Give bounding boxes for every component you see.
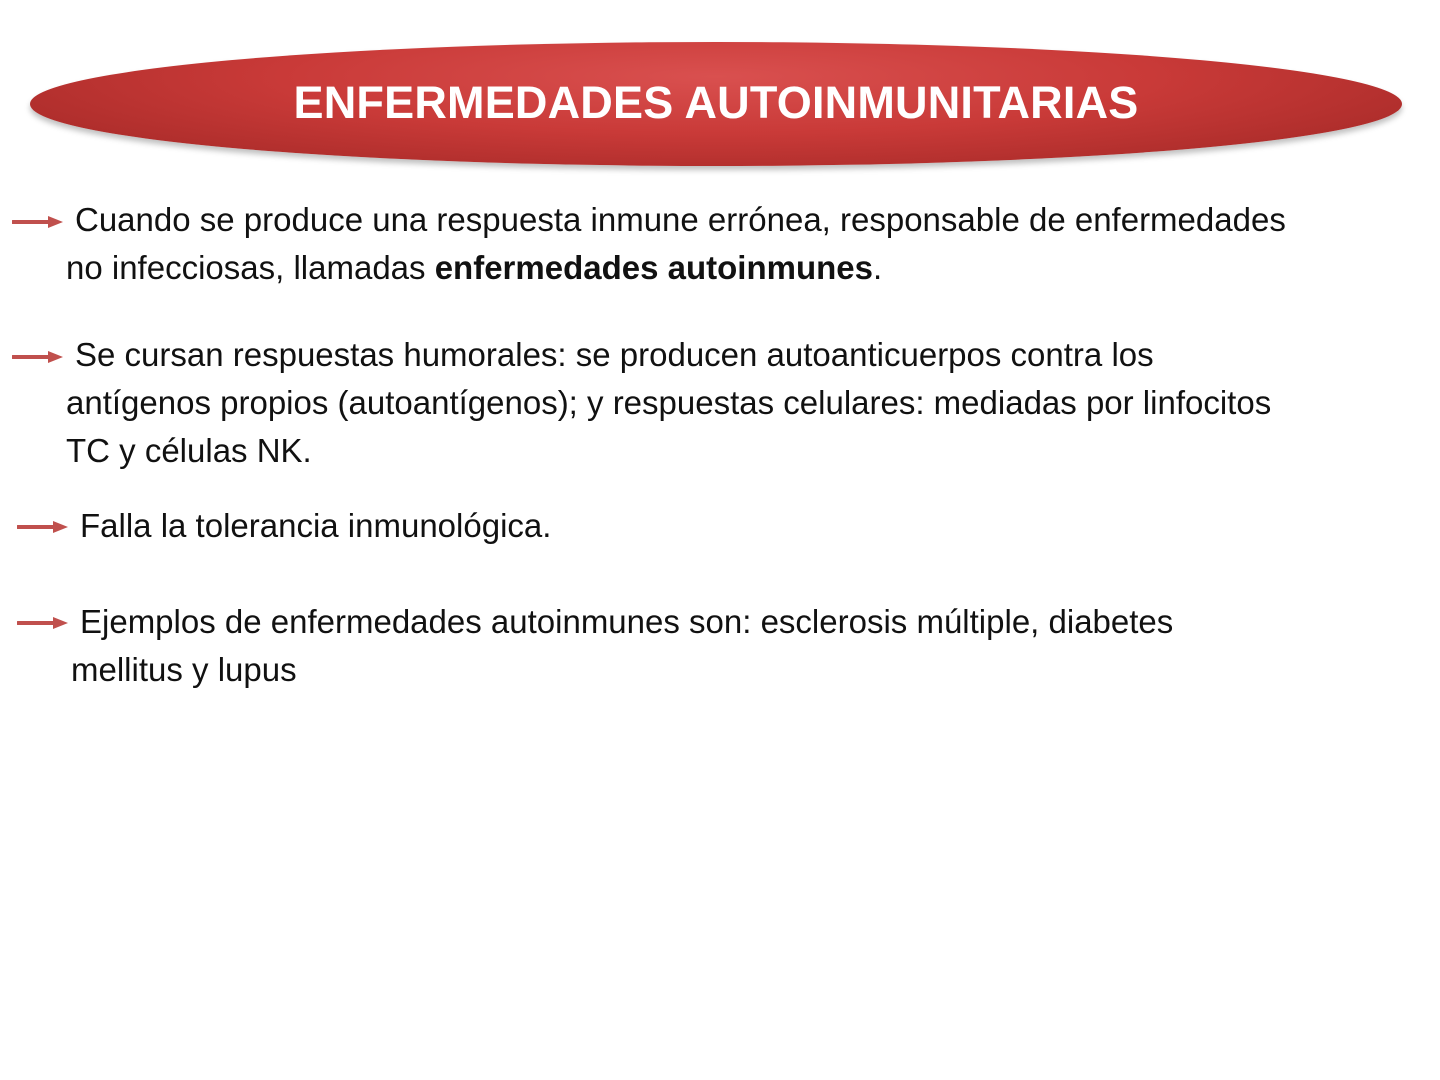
right-arrow-icon xyxy=(12,215,64,229)
bullet-2-line-2: antígenos propios (autoantígenos); y respuestas celulares: mediadas por linfocitos xyxy=(66,384,1272,421)
slide-title: ENFERMEDADES AUTOINMUNITARIAS xyxy=(293,77,1139,128)
right-arrow-icon xyxy=(12,350,64,364)
bullet-4-line-2: mellitus y lupus xyxy=(71,651,297,688)
bullet-item-4 xyxy=(71,598,1173,694)
right-arrow-icon xyxy=(17,520,69,534)
bullet-item-1 xyxy=(66,196,1286,292)
right-arrow-icon xyxy=(17,616,69,630)
bullet-1-line-2-suffix: . xyxy=(872,249,883,286)
bullet-3-line-1: Falla la tolerancia inmunológica. xyxy=(80,507,552,544)
title-banner xyxy=(30,42,1402,166)
bullet-4-line-1: Ejemplos de enfermedades autoinmunes son: esclerosis múltiple, diabetes xyxy=(80,603,1174,640)
bullet-1-line-2 xyxy=(66,244,1286,292)
bullet-2-line-3: TC y células NK. xyxy=(66,432,312,469)
bullet-1-line-1: Cuando se produce una respuesta inmune errónea, responsable de enfermedades xyxy=(75,201,1286,238)
bullet-item-2 xyxy=(66,331,1271,475)
bullet-1-line-2-prefix: no infecciosas, llamadas xyxy=(66,249,435,286)
bullet-1-bold-term: enfermedades autoinmunes xyxy=(434,249,873,286)
bullet-2-line-1: Se cursan respuestas humorales: se producen autoanticuerpos contra los xyxy=(75,336,1154,373)
bullet-item-3 xyxy=(71,502,551,550)
